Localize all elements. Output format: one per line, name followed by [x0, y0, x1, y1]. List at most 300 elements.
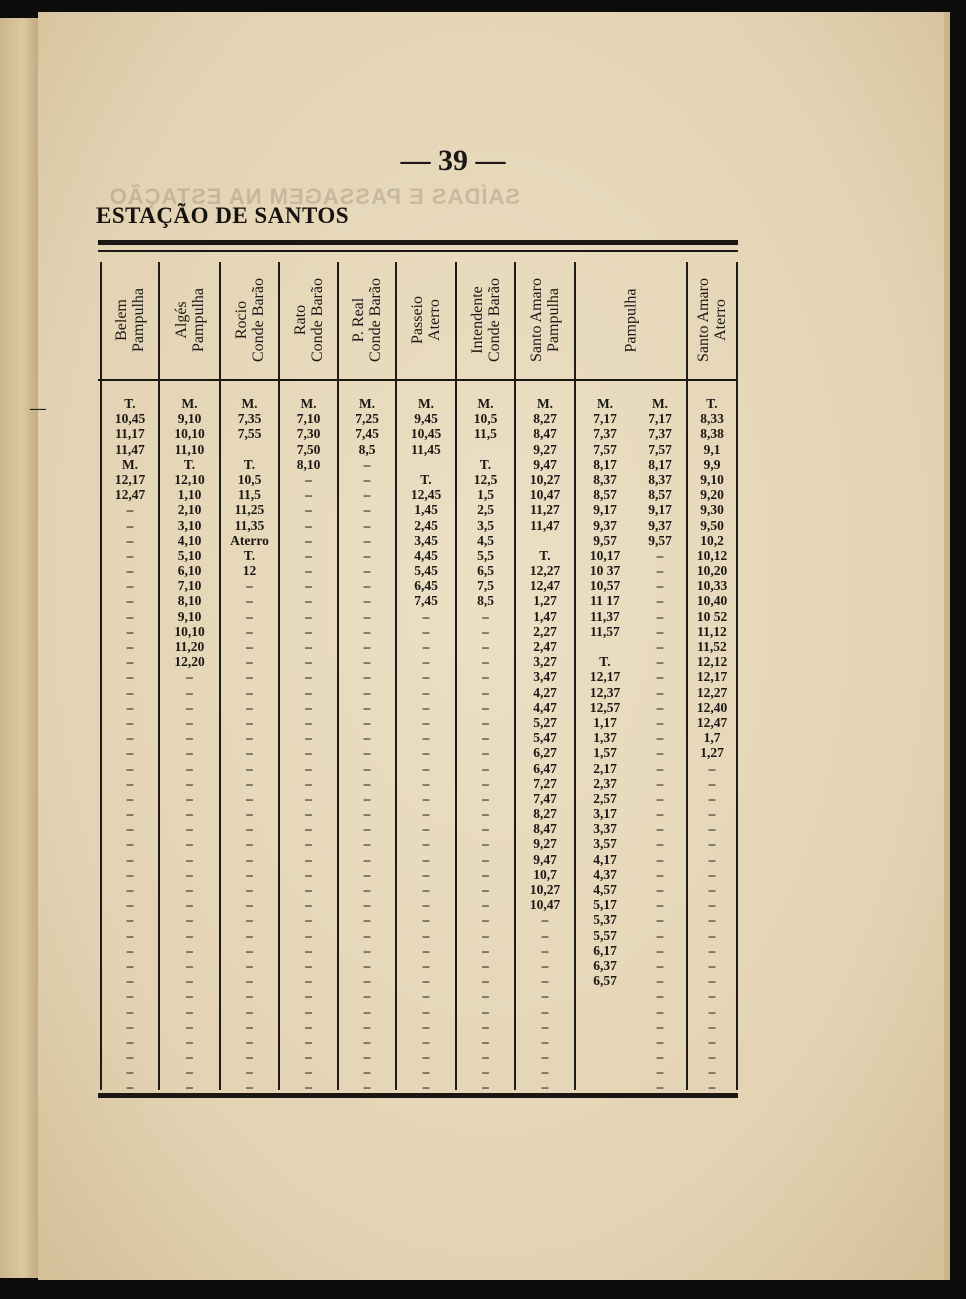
table-cell: –: [656, 806, 664, 822]
table-cell: –: [482, 988, 489, 1004]
table-cell: –: [186, 897, 193, 913]
table-cell: 4,45: [414, 547, 438, 563]
table-cell: –: [422, 912, 430, 928]
table-cell: [457, 442, 514, 457]
table-cell: –: [126, 1064, 134, 1080]
table-cell: –: [422, 957, 430, 973]
table-cell: 8,5: [477, 593, 494, 609]
table-cell: 8,17: [648, 456, 672, 472]
header-p-real-conde-barao: P. Real Conde Barão: [350, 278, 385, 362]
table-cell: –: [422, 973, 430, 989]
table-cell: –: [482, 714, 489, 730]
table-cell: 7,45: [414, 593, 438, 609]
table-cell: 11,5: [238, 487, 261, 503]
table-cell: 7,17: [593, 411, 617, 427]
table-cell: 4,17: [593, 851, 617, 867]
table-cell: –: [708, 821, 716, 837]
table-cell: –: [482, 684, 489, 700]
table-cell: –: [541, 1003, 549, 1019]
table-cell: –: [126, 547, 134, 563]
table-cell: 4,27: [533, 684, 557, 700]
table-cell: 11,17: [115, 426, 145, 442]
table-cell: 8,10: [177, 593, 202, 609]
table-cell: –: [656, 897, 664, 913]
table-cell: [576, 1049, 634, 1064]
table-cell: –: [422, 1003, 430, 1019]
table-cell: –: [305, 487, 312, 503]
page-title: ESTAÇÃO DE SANTOS: [96, 203, 350, 228]
table-cell: 7,10: [177, 578, 202, 594]
table-cell: 10,45: [114, 411, 146, 427]
table-cell: 9,37: [648, 517, 672, 533]
column-pampulha-a: [576, 396, 634, 1095]
table-cell: 12,45: [410, 487, 442, 503]
table-cell: 1,47: [533, 608, 557, 624]
table-cell: –: [656, 669, 664, 685]
table-cell: T.: [599, 654, 611, 670]
table-cell: –: [363, 714, 371, 730]
table-cell: –: [708, 988, 716, 1004]
table-cell: –: [305, 1064, 312, 1080]
table-cell: 5,17: [593, 897, 617, 913]
table-cell: 9,17: [648, 502, 672, 518]
table-cell: –: [186, 1049, 193, 1065]
table-cell: 12,27: [696, 684, 728, 700]
table-cell: –: [363, 487, 371, 503]
table-cell: –: [656, 547, 664, 563]
table-cell: –: [656, 942, 664, 958]
table-cell: –: [422, 745, 430, 761]
table-cell: –: [482, 912, 489, 928]
table-cell: –: [246, 912, 253, 928]
table-cell: –: [656, 684, 664, 700]
table-cell: –: [126, 912, 134, 928]
table-cell: –: [126, 760, 134, 776]
table-cell: –: [482, 745, 489, 761]
table-cell: 4,47: [533, 699, 557, 715]
table-cell: –: [363, 623, 371, 639]
table-cell: –: [186, 730, 193, 746]
column-santo-amaro-pampulha: [516, 396, 574, 1095]
table-cell: –: [363, 1049, 371, 1065]
table-cell: 5,45: [414, 563, 438, 579]
table-cell: –: [482, 1049, 489, 1065]
table-cell: M.: [596, 396, 614, 411]
table-cell: –: [482, 1064, 489, 1080]
table-cell: M.: [358, 396, 376, 411]
table-cell: –: [541, 927, 549, 943]
table-cell: –: [186, 1079, 193, 1095]
table-cell: 9,10: [177, 411, 202, 427]
table-cell: –: [363, 745, 371, 761]
table-cell: –: [186, 912, 193, 928]
table-cell: T.: [243, 547, 256, 563]
table-cell: [516, 533, 574, 548]
table-cell: –: [422, 1049, 430, 1065]
table-cell: M.: [121, 456, 139, 472]
table-cell: –: [656, 775, 664, 791]
table-cell: –: [363, 973, 371, 989]
table-cell: 10,40: [696, 593, 728, 609]
table-cell: 6,45: [414, 578, 438, 594]
table-cell: 2,37: [593, 775, 617, 791]
table-cell: –: [656, 957, 664, 973]
table-cell: [397, 457, 455, 472]
table-cell: –: [482, 654, 489, 670]
table-cell: 10,27: [529, 882, 561, 897]
table-cell: –: [422, 730, 430, 746]
table-cell: –: [482, 821, 489, 837]
table-cell: –: [708, 1033, 716, 1049]
table-cell: –: [305, 882, 312, 897]
table-cell: 11,5: [474, 426, 497, 442]
table-cell: [576, 639, 634, 654]
table-cell: –: [422, 608, 430, 624]
table-cell: –: [708, 1079, 716, 1095]
table-cell: 10,7: [533, 866, 557, 882]
table-cell: 10,33: [696, 578, 728, 594]
table-cell: –: [656, 1079, 664, 1095]
table-cell: –: [305, 714, 312, 730]
column-rocio-conde-barao: [221, 396, 278, 1095]
table-cell: –: [246, 1049, 253, 1065]
table-cell: 8,57: [593, 487, 617, 503]
table-cell: 5,5: [477, 547, 494, 563]
table-cell: 6,5: [477, 563, 494, 579]
header-alges-pampulha: Algés Pampulha: [172, 288, 207, 352]
table-cell: 7,37: [593, 426, 617, 442]
table-cell: –: [305, 623, 312, 639]
table-cell: –: [363, 547, 371, 563]
table-cell: –: [541, 1079, 549, 1095]
table-cell: T.: [706, 396, 718, 411]
table-cell: 12,47: [114, 487, 146, 503]
table-cell: –: [708, 806, 716, 822]
table-cell: –: [422, 1079, 430, 1095]
table-cell: –: [126, 578, 134, 594]
table-cell: –: [186, 669, 193, 685]
table-cell: 12,47: [696, 714, 728, 730]
column-santo-amaro-aterro: [688, 396, 736, 1095]
table-cell: –: [186, 775, 193, 791]
table-cell: –: [708, 866, 716, 882]
table-cell: –: [708, 836, 716, 852]
table-cell: –: [186, 745, 193, 761]
table-cell: [221, 442, 278, 457]
table-cell: –: [305, 1003, 312, 1019]
table-cell: 9,27: [533, 836, 557, 852]
table-cell: [576, 1034, 634, 1049]
table-cell: 9,1: [703, 441, 721, 457]
column-belem-pampulha: [102, 396, 158, 1095]
table-cell: –: [541, 1049, 549, 1065]
table-cell: 7,57: [593, 441, 617, 457]
table-cell: 7,35: [237, 411, 262, 427]
table-cell: 11,52: [697, 639, 727, 654]
table-cell: –: [363, 927, 371, 943]
table-cell: –: [363, 502, 371, 518]
table-cell: 9,50: [700, 517, 724, 533]
table-cell: 8,27: [533, 411, 557, 427]
table-cell: –: [126, 866, 134, 882]
table-cell: –: [186, 836, 193, 852]
table-cell: –: [363, 593, 371, 609]
table-cell: –: [363, 1018, 371, 1034]
table-cell: –: [363, 821, 371, 837]
table-cell: 3,47: [533, 669, 557, 685]
table-cell: 10,57: [589, 578, 621, 594]
table-cell: –: [246, 608, 253, 624]
table-cell: –: [246, 699, 253, 715]
table-cell: –: [482, 973, 489, 989]
table-cell: 3,57: [593, 836, 617, 852]
table-cell: –: [482, 669, 489, 685]
table-cell: –: [363, 532, 371, 548]
table-cell: –: [363, 790, 371, 806]
table-cell: –: [363, 608, 371, 624]
table-cell: –: [422, 790, 430, 806]
table-cell: 9,45: [414, 411, 438, 427]
table-cell: –: [246, 1018, 253, 1034]
table-cell: –: [656, 745, 664, 761]
table-cell: –: [363, 866, 371, 882]
table-cell: 7,55: [237, 426, 262, 442]
table-cell: –: [246, 714, 253, 730]
table-cell: –: [126, 988, 134, 1004]
table-cell: 8,47: [533, 821, 557, 837]
table-cell: –: [656, 851, 664, 867]
table-cell: –: [708, 897, 716, 913]
table-cell: –: [305, 957, 312, 973]
table-cell: 10 52: [696, 608, 728, 624]
table-cell: –: [656, 760, 664, 776]
table-cell: –: [305, 821, 312, 837]
table-cell: –: [422, 988, 430, 1004]
table-cell: –: [126, 851, 134, 867]
table-cell: 6,27: [533, 745, 557, 761]
table-cell: 9,17: [593, 502, 617, 518]
table-cell: 3,45: [414, 532, 438, 548]
table-cell: –: [482, 882, 489, 897]
table-cell: –: [363, 942, 371, 958]
table-cell: 1,27: [700, 745, 724, 761]
table-cell: –: [305, 1033, 312, 1049]
table-cell: –: [246, 654, 253, 670]
table-cell: –: [126, 730, 134, 746]
table-cell: –: [186, 927, 193, 943]
table-cell: –: [656, 790, 664, 806]
table-cell: –: [305, 578, 312, 594]
table-cell: [576, 1079, 634, 1094]
table-cell: –: [126, 1079, 134, 1095]
table-cell: –: [305, 669, 312, 685]
table-cell: –: [126, 957, 134, 973]
table-cell: –: [126, 639, 134, 654]
table-cell: –: [363, 669, 371, 685]
table-cell: –: [656, 912, 664, 928]
table-cell: –: [126, 973, 134, 989]
table-cell: –: [246, 942, 253, 958]
table-cell: 11,47: [530, 517, 560, 533]
table-cell: –: [305, 730, 312, 746]
table-cell: –: [126, 1003, 134, 1019]
table-cell: –: [422, 699, 430, 715]
table-cell: 1,37: [593, 730, 617, 746]
table-cell: 10,10: [174, 426, 205, 442]
table-cell: 11,45: [411, 441, 441, 457]
table-cell: 10,5: [237, 471, 262, 487]
table-cell: –: [656, 988, 664, 1004]
table-cell: 7,47: [533, 790, 557, 806]
table-cell: –: [708, 775, 716, 791]
table-cell: –: [363, 897, 371, 913]
table-cell: 1,10: [177, 487, 202, 503]
table-cell: –: [363, 806, 371, 822]
table-cell: 12,57: [589, 699, 621, 715]
header-pampulha: Pampulha: [622, 288, 640, 352]
table-cell: 12,17: [696, 669, 728, 685]
table-cell: –: [305, 866, 312, 882]
table-cell: –: [186, 973, 193, 989]
table-cell: –: [656, 1018, 664, 1034]
table-cell: –: [363, 851, 371, 867]
table-cell: –: [656, 563, 664, 579]
table-cell: –: [482, 897, 489, 913]
table-cell: –: [186, 988, 193, 1004]
table-cell: –: [305, 942, 312, 958]
table-cell: 6,10: [177, 563, 202, 579]
table-cell: –: [246, 639, 253, 654]
table-cell: –: [541, 1018, 549, 1034]
table-cell: –: [541, 988, 549, 1004]
table-cell: –: [126, 608, 134, 624]
table-cell: –: [482, 806, 489, 822]
table-cell: 10,12: [696, 547, 728, 563]
table-cell: –: [305, 790, 312, 806]
table-cell: –: [305, 1049, 312, 1065]
table-cell: –: [656, 623, 664, 639]
table-cell: –: [363, 957, 371, 973]
table-cell: –: [422, 654, 430, 670]
table-cell: –: [363, 912, 371, 928]
table-cell: –: [541, 912, 549, 928]
table-cell: –: [422, 851, 430, 867]
table-cell: 8,10: [296, 456, 321, 472]
table-cell: 10,2: [700, 532, 724, 548]
table-cell: T.: [243, 456, 256, 472]
table-cell: –: [305, 988, 312, 1004]
table-cell: –: [305, 851, 312, 867]
table-cell: –: [126, 882, 134, 897]
table-cell: 10,27: [529, 471, 561, 487]
table-cell: –: [363, 1064, 371, 1080]
table-cell: –: [246, 988, 253, 1004]
table-cell: –: [186, 957, 193, 973]
table-cell: –: [363, 882, 371, 897]
table-cell: T.: [420, 471, 432, 487]
margin-mark: —: [30, 400, 46, 417]
table-cell: –: [186, 684, 193, 700]
table-cell: –: [656, 1033, 664, 1049]
table-cell: –: [305, 684, 312, 700]
table-cell: –: [708, 1064, 716, 1080]
table-cell: T.: [124, 396, 136, 411]
table-cell: –: [186, 1064, 193, 1080]
table-cell: 11,25: [234, 502, 265, 518]
table-cell: –: [246, 836, 253, 852]
table-cell: –: [126, 563, 134, 579]
table-cell: 4,57: [593, 882, 617, 897]
table-cell: –: [186, 851, 193, 867]
table-cell: –: [305, 547, 312, 563]
table-cell: 11,57: [590, 623, 620, 639]
table-cell: –: [482, 608, 489, 624]
table-cell: –: [126, 502, 134, 518]
table-cell: M.: [536, 396, 554, 411]
table-cell: 12,5: [473, 471, 498, 487]
table-cell: –: [656, 578, 664, 594]
table-cell: [576, 1064, 634, 1079]
table-cell: –: [246, 790, 253, 806]
table-cell: 1,5: [477, 487, 494, 503]
table-cell: –: [246, 851, 253, 867]
table-cell: –: [305, 912, 312, 928]
table-cell: 11,37: [590, 608, 620, 624]
table-cell: –: [541, 1033, 549, 1049]
table-cell: 7,10: [296, 411, 321, 427]
table-cell: –: [482, 699, 489, 715]
bleed-through-text: SAÍDAS E PASSAGEM NA ESTAÇÃO: [108, 184, 520, 209]
table-cell: –: [656, 714, 664, 730]
table-cell: –: [482, 927, 489, 943]
table-cell: –: [363, 988, 371, 1004]
table-cell: –: [126, 623, 134, 639]
table-cell: –: [541, 957, 549, 973]
table-cell: 1,7: [703, 730, 721, 746]
table-cell: 9,47: [533, 456, 557, 472]
table-cell: –: [422, 1018, 430, 1034]
table-cell: –: [126, 699, 134, 715]
table-cell: –: [708, 1003, 716, 1019]
table-cell: 12,17: [589, 669, 621, 685]
table-cell: –: [126, 684, 134, 700]
table-cell: –: [422, 714, 430, 730]
table-cell: –: [305, 471, 312, 487]
table-cell: –: [126, 806, 134, 822]
table-cell: –: [246, 927, 253, 943]
table-cell: –: [656, 608, 664, 624]
table-cell: –: [656, 882, 664, 897]
table-cell: 3,27: [533, 654, 557, 670]
table-cell: 12,10: [174, 471, 205, 487]
table-cell: 12,12: [696, 654, 728, 670]
table-cell: 3,37: [593, 821, 617, 837]
table-cell: –: [482, 836, 489, 852]
table-cell: –: [482, 866, 489, 882]
table-cell: –: [126, 654, 134, 670]
table-cell: 6,57: [593, 973, 617, 989]
table-cell: 7,17: [648, 411, 672, 427]
table-cell: –: [363, 639, 371, 654]
table-cell: 12,20: [174, 654, 205, 670]
table-cell: 2,45: [414, 517, 438, 533]
table-cell: –: [422, 897, 430, 913]
table-cell: –: [246, 973, 253, 989]
table-cell: 8,33: [700, 411, 724, 427]
table-cell: 10,20: [696, 563, 728, 579]
table-cell: –: [482, 730, 489, 746]
table-cell: –: [126, 927, 134, 943]
